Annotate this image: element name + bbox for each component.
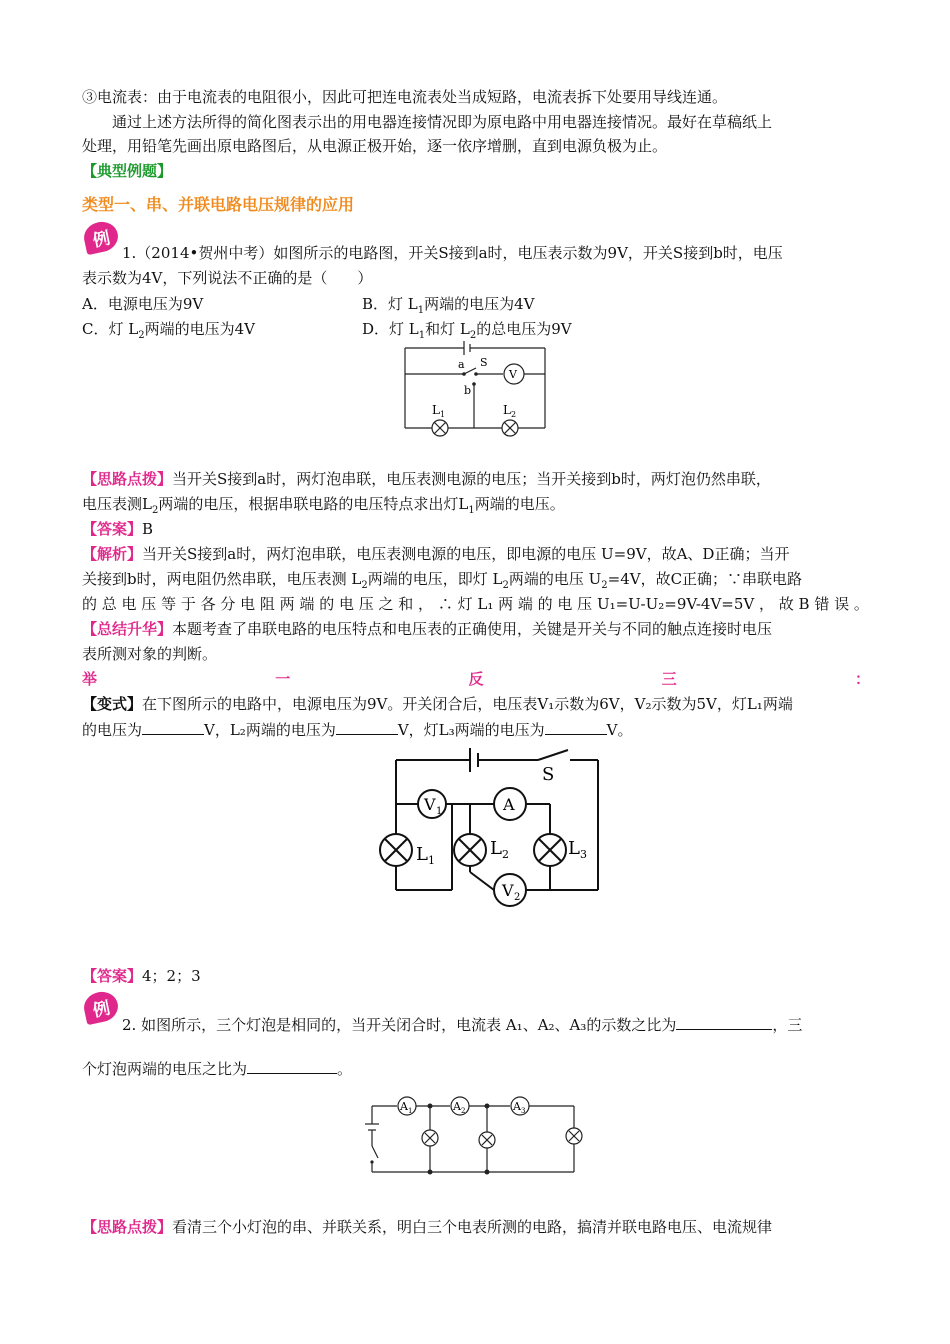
v2-sub: 2 <box>514 892 521 903</box>
q1-line-2: 表示数为4V，下列说法不正确的是（ ） <box>82 269 373 287</box>
q2-blank-2[interactable] <box>247 1058 337 1074</box>
switch-contact-a <box>462 372 466 376</box>
l3-label: L <box>568 838 580 859</box>
a2-label: A <box>453 1100 461 1113</box>
example-badge-1: 例 <box>81 219 120 255</box>
label-s: S <box>480 356 488 369</box>
switch-s-label: S <box>542 764 555 785</box>
intro-line-2: 通过上述方法所得的简化图表示出的用电器连接情况即为原电路中用电器连接情况。最好在草稿纸上 <box>112 113 773 131</box>
l1-label: L <box>416 844 428 865</box>
a1-label: A <box>400 1100 408 1113</box>
a3-sub: 3 <box>521 1107 526 1115</box>
v1-label: V <box>424 795 436 814</box>
q1-option-a: A．电源电压为9V <box>82 295 204 313</box>
hint2: 【思路点拨】看清三个小灯泡的串、并联关系，明白三个电表所测的电路，搞清并联电路电压、电流规律 <box>82 1218 773 1236</box>
l1-sub: 1 <box>428 854 435 867</box>
l3-sub: 3 <box>580 848 587 861</box>
q1-option-c: C．灯 $L_2$两端的电压为4V <box>82 320 255 341</box>
a1-sub: 1 <box>408 1107 413 1115</box>
blank-3[interactable] <box>545 719 607 735</box>
a2-sub: 2 <box>461 1107 466 1115</box>
variant-line-2: 的电压为 V，L₂两端的电压为 V，灯L₃两端的电压为 V。 <box>82 721 633 739</box>
intro-line-1: ③电流表：由于电流表的电阻很小，因此可把连电流表处当成短路，电流表拆下处要用导线连通。 <box>82 88 728 106</box>
q2-circuit-diagram <box>360 1092 590 1182</box>
intro-line-3: 处理，用铅笔先画出原电路图后，从电源正极开始，逐一依序增删，直到电源负极为止。 <box>82 137 668 155</box>
juyi-fansan-heading: 举 一 反 三 ： <box>82 670 870 688</box>
summary1-line-2: 表所测对象的判断。 <box>82 645 218 663</box>
hint1-line-1: 【思路点拨】当开关S接到a时，两灯泡串联，电压表测电源的电压；当开关接到b时，两灯泡仍然串联， <box>82 470 771 488</box>
lamp-l2-label: L <box>503 403 511 417</box>
summary1-line-1: 【总结升华】本题考查了串联电路的电压特点和电压表的正确使用，关键是开关与不同的触点连接时电压 <box>82 620 773 638</box>
label-a: a <box>458 358 465 371</box>
v1-sub: 1 <box>436 806 443 817</box>
v2-label: V <box>502 881 514 900</box>
blank-2[interactable] <box>336 719 398 735</box>
blank-1[interactable] <box>142 719 204 735</box>
q2-blank-1[interactable] <box>676 1014 772 1030</box>
a3-label: A <box>513 1100 521 1113</box>
q1-option-d: D．灯 $L_1$和灯 $L_2$的总电压为9V <box>362 320 572 341</box>
answer2: 【答案】4；2；3 <box>82 967 201 985</box>
variant-circuit-diagram <box>370 742 610 914</box>
q1-circuit-diagram <box>400 338 550 442</box>
q1-option-b: B．灯 $L_1$两端的电压为4V <box>362 295 535 316</box>
lamp-l1-sub: 1 <box>440 410 446 419</box>
q1-line-1: 1.（2014•贺州中考）如图所示的电路图，开关S接到a时，电压表示数为9V，开关S接到b时，电压 <box>122 244 783 262</box>
lamp-l1-label: L <box>432 403 440 417</box>
example-badge-2: 例 <box>81 989 120 1025</box>
q2-line-1: 2. 如图所示，三个灯泡是相同的，当开关闭合时，电流表 A₁、A₂、A₃的示数之比为 ，三 <box>122 1016 803 1034</box>
lamp-l2-sub: 2 <box>511 410 517 419</box>
l2-label: L <box>490 838 502 859</box>
label-b: b <box>464 384 472 397</box>
l2-sub: 2 <box>502 848 509 861</box>
ammeter-label: A <box>503 795 515 814</box>
hint1-line-2: 电压表测$L_2$两端的电压，根据串联电路的电压特点求出灯$L_1$两端的电压。 <box>82 495 565 516</box>
q2-line-2: 个灯泡两端的电压之比为 。 <box>82 1060 353 1078</box>
answer1: 【答案】B <box>82 520 154 538</box>
variant-line-1: 【变式】在下图所示的电路中，电源电压为9V。开关闭合后，电压表V₁示数为6V，V₂示数为5V，灯L₁两端 <box>82 695 793 713</box>
switch-contact-b <box>472 382 476 386</box>
analysis1-line-3: 的 总 电 压 等 于 各 分 电 阻 两 端 的 电 压 之 和 ， ∴ 灯 L₁ 两 端 的 电 压 U₁=U-U₂=9V-4V=5V ， 故 B 错 误 。 <box>82 595 869 613</box>
analysis1-line-2: 关接到b时，两电阻仍然串联，电压表测 $L_2$两端的电压，即灯 $L_2$两端的电压 $U_2=4V$，故C正确；∵串联电路 <box>82 570 803 591</box>
section-tag: 【典型例题】 <box>82 162 173 180</box>
type-heading: 类型一、串、并联电路电压规律的应用 <box>82 195 355 214</box>
voltmeter-label: V <box>509 368 517 381</box>
analysis1-line-1: 【解析】当开关S接到a时，两灯泡串联，电压表测电源的电压，即电源的电压 U=9V，故A、D正确；当开 <box>82 545 790 563</box>
